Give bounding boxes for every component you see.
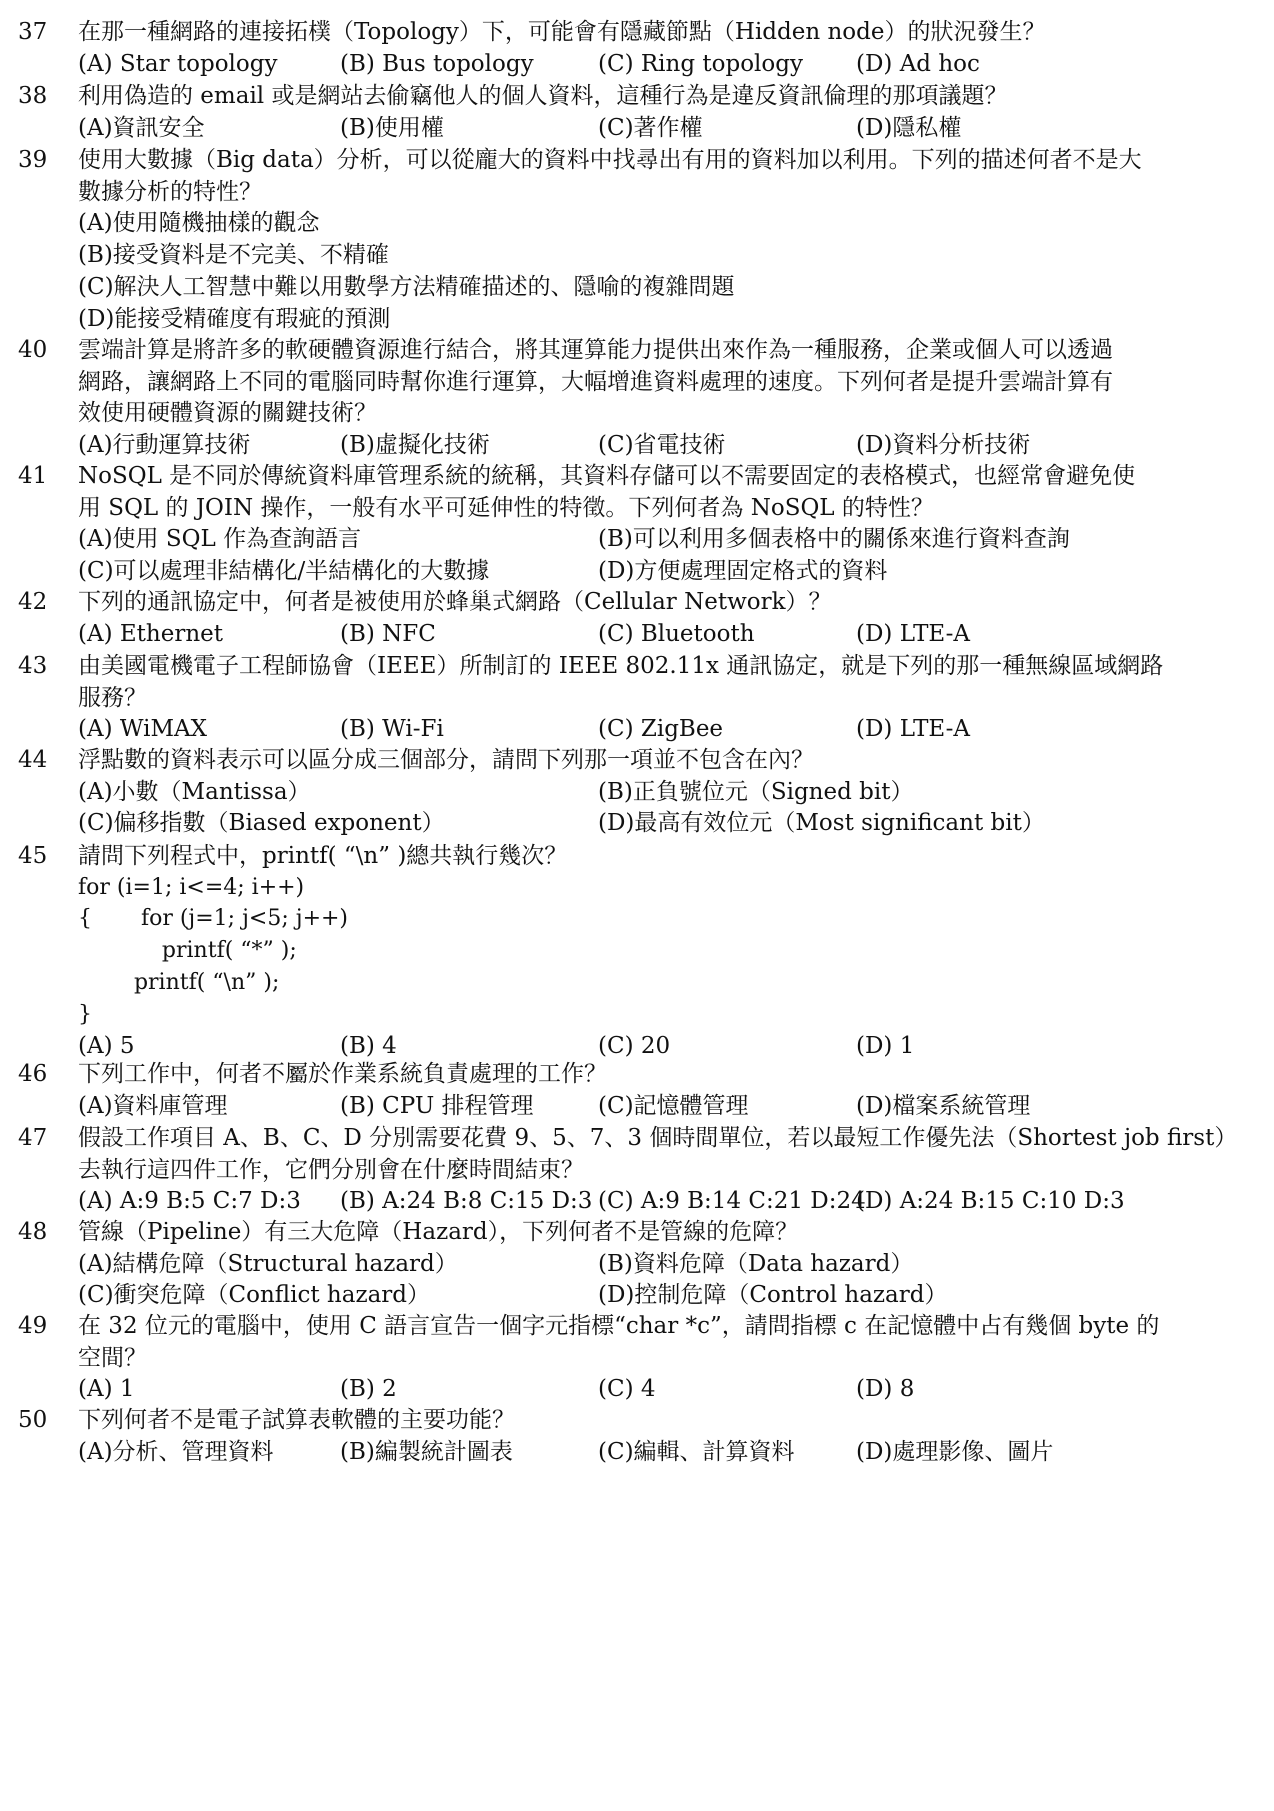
- option-d: (D) 8: [856, 1376, 915, 1403]
- code-line: printf( “*” );: [78, 938, 297, 964]
- option-b: (B)虛擬化技術: [340, 432, 490, 459]
- question-text-line: 下列何者不是電子試算表軟體的主要功能？: [78, 1407, 515, 1433]
- question-number: 38: [18, 83, 48, 109]
- option-d: (D) Ad hoc: [856, 50, 980, 77]
- option-b: (B) 2: [340, 1376, 397, 1403]
- question-number: 40: [18, 337, 48, 363]
- option-a: (A) Star topology: [78, 50, 278, 77]
- option-a: (A)資訊安全: [78, 114, 205, 141]
- option-d: (D) LTE-A: [856, 716, 971, 743]
- option-c: (C)解決人工智慧中難以用數學方法精確描述的、隱喻的複雜問題: [78, 273, 735, 300]
- question-number: 49: [18, 1313, 48, 1339]
- option-d: (D) 1: [856, 1033, 915, 1060]
- option-d: (D)控制危障（Control hazard）: [598, 1282, 948, 1309]
- question-number: 50: [18, 1407, 48, 1433]
- question-number: 43: [18, 653, 48, 679]
- question-text-line: 數據分析的特性？: [78, 178, 262, 205]
- question-text-line: 浮點數的資料表示可以區分成三個部分，請問下列那一項並不包含在內？: [78, 747, 814, 773]
- option-b: (B)編製統計圖表: [340, 1438, 513, 1465]
- option-c: (C) 20: [598, 1033, 671, 1060]
- question-text-line: 去執行這四件工作，它們分別會在什麼時間結束？: [78, 1156, 584, 1183]
- question-number: 47: [18, 1125, 48, 1151]
- option-a: (A) Ethernet: [78, 620, 223, 647]
- option-d: (D)最高有效位元（Most significant bit）: [598, 810, 1045, 837]
- option-a: (A) WiMAX: [78, 716, 207, 743]
- option-c: (C)可以處理非結構化/半結構化的大數據: [78, 558, 490, 585]
- option-c: (C)衝突危障（Conflict hazard）: [78, 1282, 431, 1309]
- option-a: (A)資料庫管理: [78, 1092, 228, 1119]
- question-number: 41: [18, 463, 48, 489]
- question-text-line: 服務？: [78, 684, 147, 711]
- question-text-line: 網路，讓網路上不同的電腦同時幫你進行運算，大幅增進資料處理的速度。下列何者是提升雲端計算有: [78, 368, 1113, 395]
- option-d: (D)方便處理固定格式的資料: [598, 558, 888, 585]
- option-c: (C)編輯、計算資料: [598, 1438, 795, 1465]
- question-text-line: 用 SQL 的 JOIN 操作，一般有水平可延伸性的特徵。下列何者為 NoSQL 的特性？: [78, 494, 934, 521]
- option-c: (C)偏移指數（Biased exponent）: [78, 810, 445, 837]
- option-d: (D)能接受精確度有瑕疵的預測: [78, 305, 391, 332]
- option-b: (B) A:24 B:8 C:15 D:3: [340, 1188, 593, 1215]
- code-line: { for (j=1; j<5; j++): [78, 906, 349, 932]
- option-b: (B)可以利用多個表格中的關係來進行資料查詢: [598, 526, 1070, 553]
- question-text-line: 由美國電機電子工程師協會（IEEE）所制訂的 IEEE 802.11x 通訊協定，就是下列的那一種無線區域網路: [78, 653, 1164, 679]
- option-d: (D)隱私權: [856, 114, 962, 141]
- question-number: 39: [18, 147, 48, 173]
- option-b: (B) Wi-Fi: [340, 716, 444, 743]
- option-b: (B)正負號位元（Signed bit）: [598, 778, 914, 805]
- option-d: (D)檔案系統管理: [856, 1092, 1031, 1119]
- question-text-line: 在那一種網路的連接拓樸（Topology）下，可能會有隱藏節點（Hidden node）的狀況發生？: [78, 19, 1046, 45]
- question-text-line: 雲端計算是將許多的軟硬體資源進行結合，將其運算能力提供出來作為一種服務，企業或個人可以透過: [78, 337, 1113, 363]
- option-a: (A)行動運算技術: [78, 432, 251, 459]
- option-c: (C)著作權: [598, 114, 703, 141]
- option-a: (A)使用 SQL 作為查詢語言: [78, 526, 362, 553]
- option-d: (D)處理影像、圖片: [856, 1438, 1054, 1465]
- question-number: 45: [18, 843, 48, 869]
- option-d: (D)資料分析技術: [856, 432, 1031, 459]
- question-number: 37: [18, 19, 48, 45]
- question-text-line: 在 32 位元的電腦中，使用 C 語言宣告一個字元指標“char *c”，請問指標 c 在記憶體中占有幾個 byte 的: [78, 1313, 1160, 1339]
- option-c: (C) ZigBee: [598, 716, 724, 743]
- question-number: 48: [18, 1219, 48, 1245]
- question-text-line: 空間？: [78, 1344, 147, 1371]
- question-number: 46: [18, 1061, 48, 1087]
- option-c: (C) Ring topology: [598, 50, 803, 77]
- question-text-line: 效使用硬體資源的關鍵技術？: [78, 400, 377, 427]
- question-text-line: NoSQL 是不同於傳統資料庫管理系統的統稱，其資料存儲可以不需要固定的表格模式，也經常會避免使: [78, 463, 1136, 489]
- option-a: (A)分析、管理資料: [78, 1438, 274, 1465]
- option-b: (B) Bus topology: [340, 50, 534, 77]
- option-a: (A) 1: [78, 1376, 135, 1403]
- option-d: (D) LTE-A: [856, 620, 971, 647]
- option-a: (A)結構危障（Structural hazard）: [78, 1250, 458, 1277]
- option-b: (B) NFC: [340, 620, 436, 647]
- question-text-line: 下列的通訊協定中，何者是被使用於蜂巢式網路（Cellular Network）？: [78, 589, 832, 615]
- option-c: (C) A:9 B:14 C:21 D:24: [598, 1188, 866, 1215]
- option-a: (A)使用隨機抽樣的觀念: [78, 210, 320, 237]
- option-b: (B)資料危障（Data hazard）: [598, 1250, 914, 1277]
- question-text-line: 請問下列程式中，printf( “\n” )總共執行幾次？: [78, 843, 568, 869]
- question-text-line: 下列工作中，何者不屬於作業系統負責處理的工作？: [78, 1061, 607, 1087]
- option-b: (B) 4: [340, 1033, 397, 1060]
- option-c: (C) Bluetooth: [598, 620, 755, 647]
- code-line: for (i=1; i<=4; i++): [78, 874, 305, 900]
- question-text-line: 利用偽造的 email 或是網站去偷竊他人的個人資料，這種行為是違反資訊倫理的那項議題？: [78, 83, 1008, 109]
- option-b: (B) CPU 排程管理: [340, 1092, 534, 1119]
- code-line: }: [78, 1001, 92, 1027]
- option-c: (C)記憶體管理: [598, 1092, 749, 1119]
- option-c: (C)省電技術: [598, 432, 726, 459]
- option-b: (B)使用權: [340, 114, 444, 141]
- question-text-line: 管線（Pipeline）有三大危障（Hazard），下列何者不是管線的危障？: [78, 1219, 799, 1245]
- question-text-line: 使用大數據（Big data）分析，可以從龐大的資料中找尋出有用的資料加以利用。下列的描述何者不是大: [78, 147, 1142, 173]
- question-number: 44: [18, 747, 48, 773]
- option-a: (A)小數（Mantissa）: [78, 778, 311, 805]
- option-c: (C) 4: [598, 1376, 656, 1403]
- option-a: (A) 5: [78, 1033, 135, 1060]
- code-line: printf( “\n” );: [78, 969, 280, 995]
- question-text-line: 假設工作項目 A、B、C、D 分別需要花費 9、5、7、3 個時間單位，若以最短工作優先法（Shortest job first）: [78, 1125, 1238, 1151]
- option-d: (D) A:24 B:15 C:10 D:3: [856, 1188, 1125, 1215]
- question-number: 42: [18, 589, 48, 615]
- option-a: (A) A:9 B:5 C:7 D:3: [78, 1188, 301, 1215]
- option-b: (B)接受資料是不完美、不精確: [78, 242, 389, 269]
